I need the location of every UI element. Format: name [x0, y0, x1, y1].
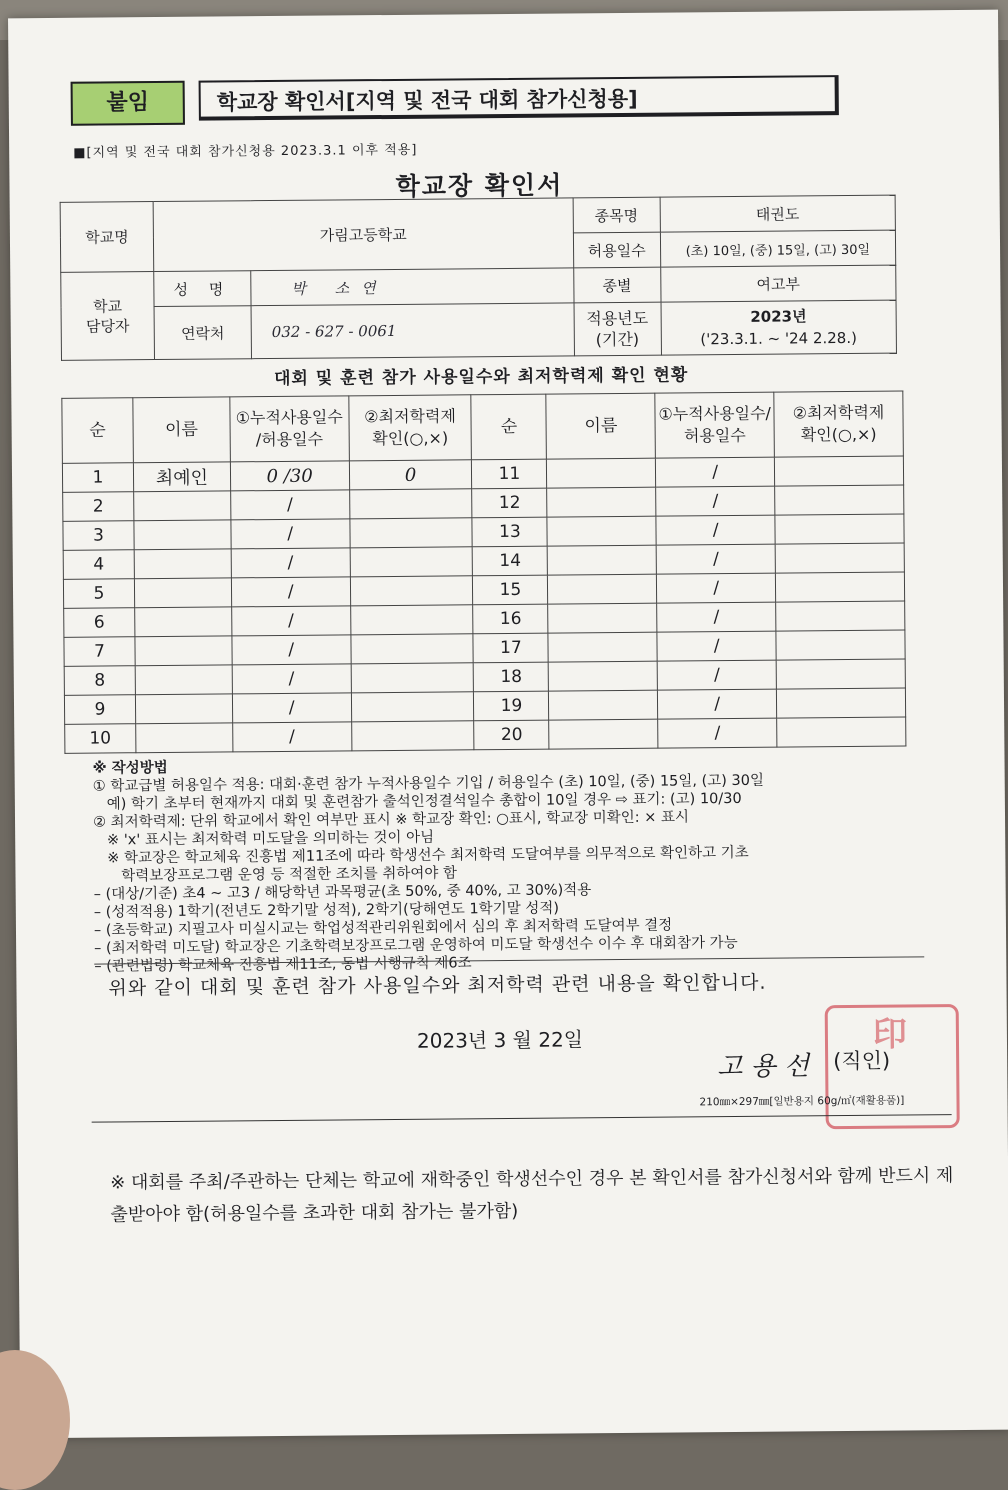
table-cell-check2 — [774, 456, 903, 486]
document-paper — [8, 10, 1008, 1439]
instruction-line: – (관련법령) 학교체육 진흥법 제11조, 동법 시행규칙 제6조 — [94, 950, 934, 975]
table-cell-days2: / — [657, 573, 776, 603]
table-cell-name2 — [547, 458, 656, 488]
category-label: 종별 — [573, 267, 660, 303]
usage-table-body — [62, 456, 905, 753]
table-cell-name2 — [548, 545, 657, 575]
table-cell-name — [135, 665, 232, 695]
table-cell-no2: 11 — [472, 459, 547, 489]
table-cell-days: / — [231, 606, 350, 636]
usage-header-row — [62, 391, 904, 463]
table-cell-no2: 20 — [474, 720, 549, 750]
instruction-line: – (최저학력 미도달) 학교장은 기초학력보장프로그램 운영하여 미도달 학생선수 이수 후 대회참가 가능 — [94, 932, 934, 957]
instruction-line: ① 학교급별 허용일수 적용: 대회·훈련 참가 누적사용일수 기입 / 허용일수 (초) 10일, (중) 15일, (고) 30일 — [93, 770, 933, 795]
header-title: 학교장 확인서[지역 및 전국 대회 참가신청용] — [199, 75, 839, 121]
usage-section-title: 대회 및 훈련 참가 사용일수와 최저학력제 확인 현황 — [11, 358, 951, 391]
table-cell-check — [350, 518, 473, 548]
table-cell-no: 1 — [62, 463, 133, 493]
table-cell-check — [351, 663, 474, 693]
table-cell-check2 — [776, 630, 905, 660]
instruction-line: ※ 'x' 표시는 최저학력 미도달을 의미하는 것이 아님 — [93, 824, 933, 849]
year-value: 2023년 — [661, 305, 896, 329]
table-cell-no: 2 — [63, 492, 134, 522]
table-cell-days2: / — [656, 515, 775, 545]
footer-divider — [92, 1114, 952, 1123]
usage-header-cell: ①누적사용일수 /허용일수 — [230, 396, 349, 462]
usage-table — [61, 391, 906, 754]
table-cell-name — [135, 607, 232, 637]
table-cell-no: 6 — [64, 608, 135, 638]
table-cell-check — [351, 692, 474, 722]
table-cell-days: / — [231, 577, 350, 607]
instruction-line: ※ 작성방법 — [92, 752, 932, 777]
table-cell-name2 — [549, 690, 658, 720]
table-cell-no: 3 — [63, 521, 134, 551]
table-cell-name2 — [549, 719, 658, 749]
table-cell-days2: / — [656, 544, 775, 574]
table-cell-check2 — [776, 659, 905, 689]
usage-header-cell: ②최저학력제 확인(○,×) — [348, 395, 471, 461]
instruction-line: ※ 학교장은 학교체육 진흥법 제11조에 따라 학생선수 최저학력 도달여부를 의무적으로 확인하고 기초 — [93, 842, 933, 867]
usage-header-cell: 순 — [62, 398, 133, 464]
table-cell-no: 8 — [64, 666, 135, 696]
table-cell-check2 — [775, 543, 904, 573]
confirmation-text: 위와 같이 대회 및 훈련 참가 사용일수와 최저학력 관련 내용을 확인합니다. — [108, 968, 766, 1001]
table-cell-name2 — [549, 661, 658, 691]
usage-header-cell: 이름 — [546, 393, 655, 459]
table-cell-days: / — [232, 693, 351, 723]
table-cell-check — [350, 576, 473, 606]
school-label: 학교명 — [60, 202, 154, 273]
staff-label: 학교 담당자 — [61, 272, 155, 361]
contact-label: 연락처 — [154, 306, 251, 360]
usage-header-cell: ①누적사용일수/ 허용일수 — [655, 392, 774, 458]
table-cell-check — [350, 605, 473, 635]
table-cell-name: 최예인 — [133, 462, 230, 492]
contact-value: 032 - 627 - 0061 — [251, 303, 574, 359]
attachment-tag: 붙임 — [71, 81, 185, 126]
table-cell-no2: 17 — [473, 633, 548, 663]
table-cell-check2 — [775, 485, 904, 515]
table-cell-name — [134, 491, 231, 521]
table-row — [65, 717, 906, 753]
table-cell-days: / — [230, 490, 349, 520]
usage-header-cell: ②최저학력제 확인(○,×) — [774, 391, 903, 457]
table-cell-check: 0 — [349, 460, 472, 490]
sport-label: 종목명 — [573, 197, 660, 233]
usage-header-cell: 이름 — [133, 397, 230, 463]
category-value: 여고부 — [660, 265, 896, 302]
paper-spec: 210㎜×297㎜[일반용지 60g/㎡(재활용품)] — [699, 1093, 904, 1110]
table-cell-days: / — [231, 519, 350, 549]
page-title: 학교장 확인서 — [9, 162, 949, 206]
school-value: 가림고등학교 — [153, 198, 573, 272]
table-cell-name — [134, 578, 231, 608]
table-cell-days2: / — [658, 689, 777, 719]
table-cell-days2: / — [656, 457, 775, 487]
table-cell-days2: / — [657, 602, 776, 632]
table-cell-no: 9 — [64, 695, 135, 725]
table-cell-no: 7 — [64, 637, 135, 667]
period-value: ('23.3.1. ~ '24 2.28.) — [661, 327, 896, 351]
table-cell-name — [136, 723, 233, 753]
table-cell-check2 — [775, 514, 904, 544]
table-cell-name2 — [547, 516, 656, 546]
seal-label: (직인) — [833, 1045, 890, 1075]
table-cell-name — [134, 520, 231, 550]
instruction-line: ② 최저학력제: 단위 학교에서 확인 여부만 표시 ※ 학교장 확인: ○표시, 학교장 미확인: × 표시 — [93, 806, 933, 831]
table-cell-days: / — [232, 664, 351, 694]
table-cell-check — [351, 634, 474, 664]
table-cell-days: / — [232, 635, 351, 665]
instruction-line: – (초등학교) 지필고사 미실시교는 학업성적관리위원회에서 심의 후 최저학력 도달여부 결정 — [94, 914, 934, 939]
table-cell-no2: 12 — [472, 488, 547, 518]
table-cell-days: / — [231, 548, 350, 578]
table-cell-check2 — [776, 601, 905, 631]
official-seal: 印 — [825, 1004, 960, 1129]
table-cell-check — [349, 489, 472, 519]
table-cell-no2: 18 — [474, 662, 549, 692]
table-cell-name — [135, 636, 232, 666]
table-cell-check — [350, 547, 473, 577]
table-cell-no2: 19 — [474, 691, 549, 721]
table-cell-no2: 15 — [473, 575, 548, 605]
instruction-line: 예) 학기 초부터 현재까지 대회 및 훈련참가 출석인정결석일수 총합이 10일 경우 ⇨ 표기: (고) 10/30 — [93, 788, 933, 813]
table-cell-no: 4 — [63, 550, 134, 580]
instruction-line: – (성적적용) 1학기(전년도 2학기말 성적), 2학기(당해연도 1학기말 성적) — [94, 896, 934, 921]
principal-signature: 고 용 선 — [717, 1045, 809, 1083]
footer-note: ※ 대회를 주최/주관하는 단체는 학교에 재학중인 학생선수인 경우 본 확인서를 참가신청서와 함께 반드시 제출받아야 함(허용일수를 초과한 대회 참가는 불가함) — [110, 1160, 971, 1232]
name-label: 성 명 — [154, 271, 251, 307]
table-cell-days2: / — [656, 486, 775, 516]
table-cell-check2 — [776, 688, 905, 718]
table-cell-name2 — [547, 487, 656, 517]
table-cell-name2 — [548, 632, 657, 662]
table-cell-no2: 14 — [473, 546, 548, 576]
table-cell-name2 — [548, 603, 657, 633]
table-cell-no: 10 — [65, 724, 136, 754]
table-cell-name2 — [548, 574, 657, 604]
table-cell-days: / — [232, 722, 351, 752]
table-cell-days: 0 /30 — [230, 461, 349, 491]
table-cell-name — [134, 549, 231, 579]
table-cell-days2: / — [658, 718, 777, 748]
name-value: 박 소연 — [251, 268, 574, 306]
instruction-line: 학력보장프로그램 운영 등 적절한 조치를 취하여야 함 — [93, 860, 933, 885]
table-cell-no2: 13 — [472, 517, 547, 547]
table-cell-no: 5 — [63, 579, 134, 609]
writing-instructions — [92, 752, 934, 975]
table-cell-check2 — [777, 717, 906, 747]
issue-date: 2023년 3 월 22일 — [417, 1023, 583, 1053]
allow-label: 허용일수 — [573, 232, 660, 268]
table-cell-no2: 16 — [473, 604, 548, 634]
table-cell-check2 — [775, 572, 904, 602]
table-cell-name — [135, 694, 232, 724]
instruction-line: – (대상/기준) 초4 ~ 고3 / 해당학년 과목평균(초 50%, 중 40%, 고 30%)적용 — [94, 878, 934, 903]
table-cell-days2: / — [657, 660, 776, 690]
info-table — [60, 195, 897, 361]
year-cell — [661, 300, 897, 355]
allow-value: (초) 10일, (중) 15일, (고) 30일 — [660, 230, 896, 267]
sport-value: 태권도 — [660, 195, 896, 232]
table-cell-check — [351, 721, 474, 751]
header-subtitle: ■[지역 및 전국 대회 참가신청용 2023.3.1 이후 적용] — [73, 139, 417, 161]
year-label: 적용년도 (기간) — [574, 302, 661, 356]
table-cell-days2: / — [657, 631, 776, 661]
usage-header-cell: 순 — [471, 394, 546, 460]
